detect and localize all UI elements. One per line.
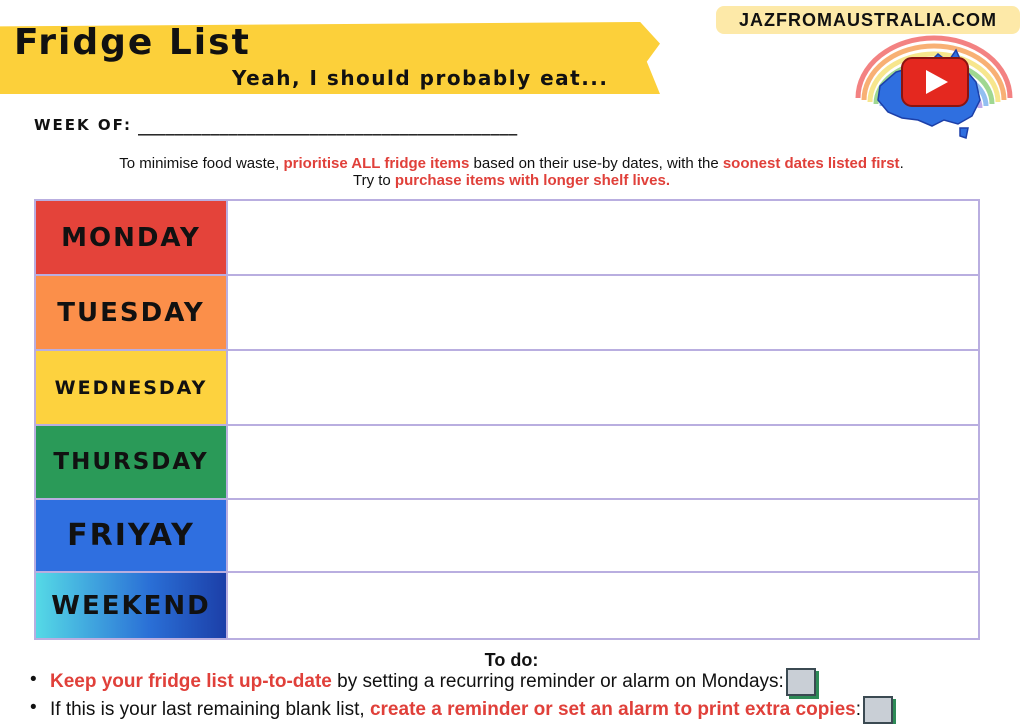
table-row [36, 351, 978, 426]
thursday-items-cell[interactable] [228, 426, 978, 498]
list-item: • If this is your last remaining blank list, create a reminder or set an alarm to print extra copies: [30, 696, 893, 724]
weekend-items-cell[interactable] [228, 573, 978, 638]
week-of-field[interactable]: __________________________________________ [138, 118, 518, 136]
monday-items-cell[interactable] [228, 201, 978, 274]
table-row [36, 573, 978, 638]
wednesday-items-cell[interactable] [228, 351, 978, 424]
youtube-australia-logo[interactable] [848, 28, 1020, 140]
todo-title: To do: [484, 650, 539, 670]
todo-list [30, 668, 893, 724]
day-label-thursday: THURSDAY [36, 426, 228, 498]
list-item: • Keep your fridge list up-to-date by setting a recurring reminder or alarm on Mondays: [30, 668, 893, 696]
checkbox-icon[interactable] [863, 696, 893, 724]
day-label-weekend: WEEKEND [36, 573, 228, 638]
table-row [36, 500, 978, 573]
page-subtitle: Yeah, I should probably eat... [232, 66, 609, 90]
week-of-label: WEEK OF: [34, 116, 133, 134]
day-label-friyay: FRIYAY [36, 500, 228, 571]
day-label-wednesday: WEDNESDAY [36, 351, 228, 424]
friyay-items-cell[interactable] [228, 500, 978, 571]
tuesday-items-cell[interactable] [228, 276, 978, 349]
page-title: Fridge List [14, 22, 251, 63]
site-badge[interactable]: JAZFROMAUSTRALIA.COM [716, 6, 1020, 34]
day-label-monday: MONDAY [36, 201, 228, 274]
table-row [36, 276, 978, 351]
day-label-tuesday: TUESDAY [36, 276, 228, 349]
table-row [36, 426, 978, 500]
checkbox-icon[interactable] [786, 668, 816, 696]
table-row [36, 201, 978, 276]
intro-text: To minimise food waste, prioritise ALL fridge items based on their use-by dates, with the soonest dates listed first. Try to purchase items with longer shelf lives. [119, 155, 904, 189]
fridge-table [34, 199, 980, 640]
